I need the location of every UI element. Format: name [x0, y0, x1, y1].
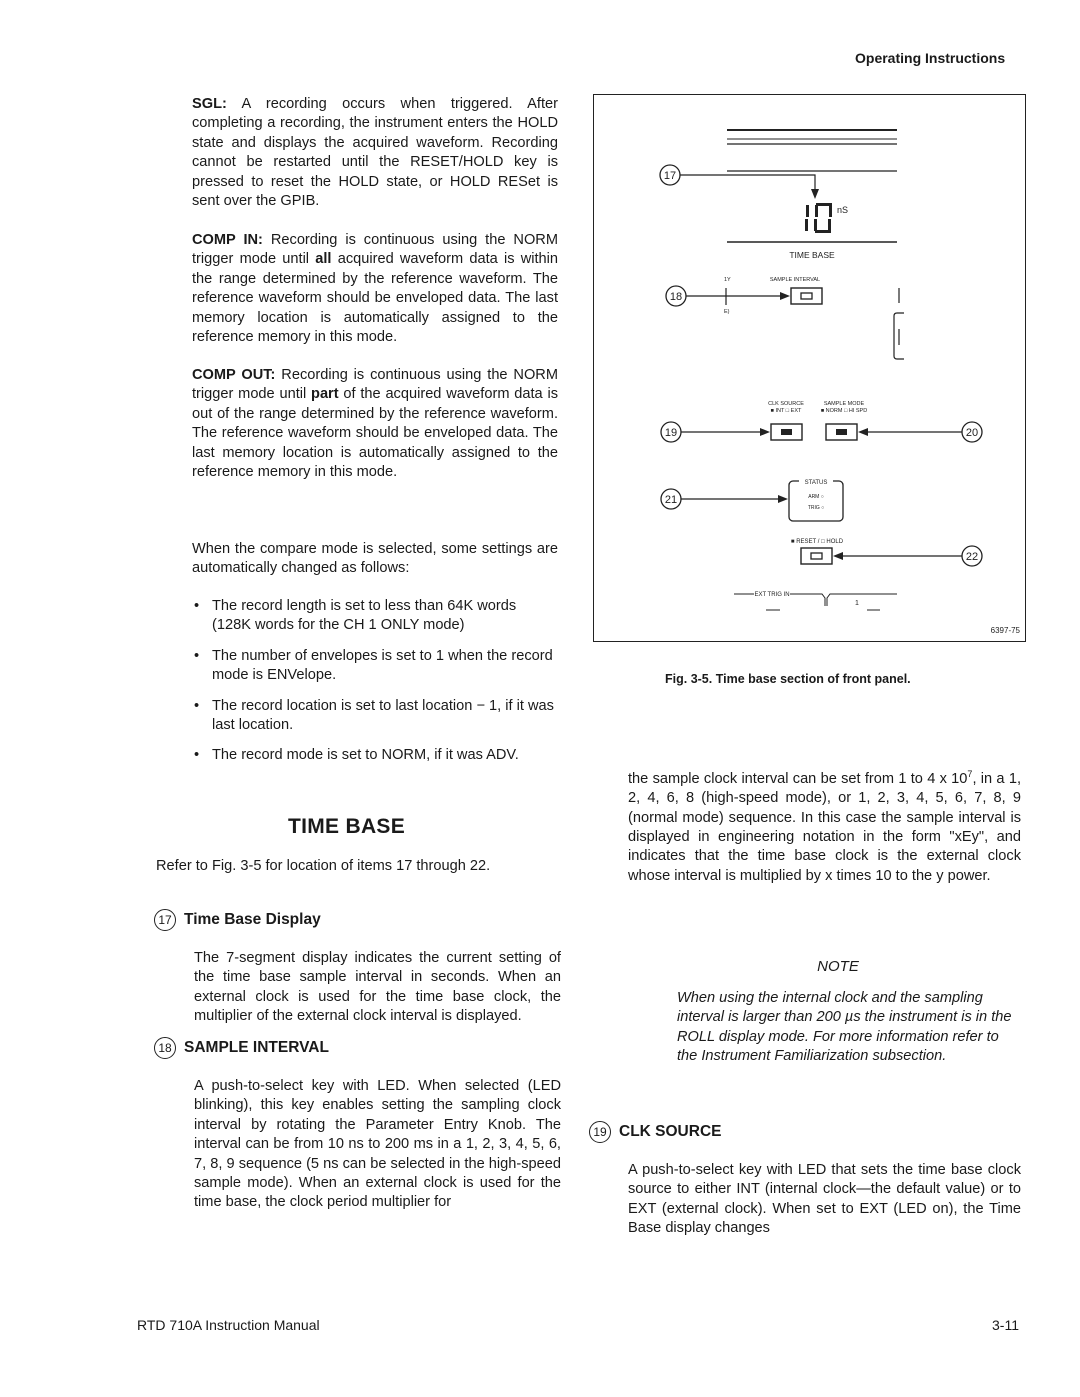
- time-base-label: TIME BASE: [789, 250, 835, 260]
- compare-settings-list: [192, 597, 558, 777]
- status-arm: ARM ○: [808, 494, 824, 500]
- clk-source-label: CLK SOURCE: [768, 401, 804, 407]
- item-17-title: Time Base Display: [184, 911, 321, 928]
- callout-18-icon: 18: [154, 1037, 176, 1059]
- section-title: TIME BASE: [288, 815, 406, 838]
- item-19-text: A push-to-select key with LED that sets the time base clock source to either INT (internal clock—the default value) or to EXT (external clock). When set to EXT (LED on), the Time Base display changes: [628, 1162, 1021, 1237]
- seven-segment-display: [805, 203, 848, 233]
- item-17-text: The 7-segment display indicates the current setting of the time base sample interval in seconds. When an external clock is used for the time base clock, the multiplier of the external clock interval is displayed.: [194, 950, 561, 1025]
- callout-20-label: 20: [965, 427, 979, 439]
- list-item-text: The record mode is set to NORM, if it was ADV.: [212, 747, 519, 764]
- list-item: [192, 746, 558, 765]
- figure-time-base-panel: [593, 94, 1026, 642]
- list-item-text: The record length is set to less than 64K words (128K words for the CH 1 ONLY mode): [212, 598, 517, 634]
- figure-id: 6397-75: [990, 626, 1020, 635]
- panel-diagram: [594, 95, 1027, 643]
- callout-22-label: 22: [965, 551, 979, 563]
- list-item: [192, 697, 558, 736]
- list-item: [192, 647, 558, 686]
- status-label: STATUS: [804, 480, 828, 486]
- callout-18-label: 18: [669, 291, 683, 303]
- callout-22: [833, 546, 982, 566]
- callout-19: [661, 422, 770, 442]
- callout-19-label: 19: [664, 427, 678, 439]
- status-box: [789, 481, 843, 521]
- note-body: When using the internal clock and the sampling interval is larger than 200 µs the instrument is in the ROLL display mode. For more information refer to the Instrument Familiarization subsection.: [677, 990, 1012, 1065]
- callout-17: [660, 165, 819, 199]
- item-17-heading: [154, 909, 321, 931]
- exponent: 7: [967, 769, 973, 779]
- bullet-icon: •: [194, 598, 200, 614]
- footer-manual-title: RTD 710A Instruction Manual: [137, 1317, 320, 1333]
- sgl-term: SGL:: [192, 96, 227, 112]
- item-18-text: A push-to-select key with LED. When selected (LED blinking), this key enables setting the sampling clock interval by rotating the Parameter Entry Knob. The interval can be from 10 ns to 200 ms in a 1, 2, 3, 4, 5, 6, 7, 8, 9 sequence (5 ns can be selected in the high-speed sample mode). When an external clock is used for the time base, the clock period multiplier for: [194, 1078, 561, 1211]
- item-19-title: CLK SOURCE: [619, 1123, 722, 1140]
- comp-in-emph: all: [315, 251, 332, 268]
- reset-hold-label: ■ RESET / □ HOLD: [790, 539, 844, 545]
- list-item-text: The number of envelopes is set to 1 when the record mode is ENVelope.: [212, 647, 553, 684]
- edge-label-bottom: E): [724, 309, 730, 315]
- sample-mode-options: ■ NORM □ HI SPD: [820, 408, 868, 414]
- running-header: Operating Instructions: [855, 50, 1006, 66]
- comp-out-emph: part: [311, 386, 339, 403]
- status-trig: TRIG ○: [807, 505, 825, 511]
- sample-clock-continued: [628, 765, 1021, 886]
- item-18-heading: [154, 1037, 329, 1059]
- note-title: NOTE: [817, 958, 859, 975]
- comp-in-term: COMP IN:: [192, 232, 263, 248]
- bullet-icon: •: [194, 647, 200, 664]
- page-number: 3-11: [992, 1317, 1019, 1333]
- refer-text: Refer to Fig. 3-5 for location of items 17 through 22.: [156, 858, 491, 874]
- callout-20: [858, 422, 982, 442]
- list-item: [192, 597, 558, 636]
- ext-trig-label: EXT TRIG IN: [754, 592, 790, 598]
- callout-18: [666, 286, 790, 306]
- comp-in-text-b: acquired waveform data is within the range determined by the reference waveform. The reference waveform should be enveloped data. The last memory location is automatically assigned to the reference memory in this mode.: [192, 251, 559, 346]
- sample-interval-label: SAMPLE INTERVAL: [769, 277, 821, 283]
- ext-trig-mark: 1: [855, 600, 859, 607]
- continued-text-b: , in a 1, 2, 4, 6, 8 (high-speed mode), or 1, 2, 3, 4, 5, 6, 7, 8, 9 (normal mode) sequence. In this case the sample interval is displayed in engineering notation in the form "xEy", and indicates that the time base clock is the external clock whose interval is multiplied by x times 10 to the y power.: [628, 770, 1021, 884]
- comp-out-text-b: of the acquired waveform data is out of the range determined by the reference waveform. The reference waveform should be enveloped data. The last memory location is automatically assigned to the reference memory in this mode.: [192, 386, 559, 481]
- comp-in-paragraph: [192, 231, 558, 347]
- reset-hold-key: [801, 548, 832, 564]
- edge-label-top: 1Y: [724, 277, 731, 283]
- continued-text-a: the sample clock interval can be set from 1 to 4 x 10: [628, 770, 968, 787]
- callout-19-icon: 19: [589, 1121, 611, 1143]
- callout-17-label: 17: [663, 170, 677, 182]
- display-unit: nS: [837, 205, 849, 215]
- item-18-title: SAMPLE INTERVAL: [184, 1039, 329, 1056]
- compare-intro: When the compare mode is selected, some settings are automatically changed as follows:: [192, 541, 558, 577]
- figure-caption: Fig. 3-5. Time base section of front panel.: [665, 672, 911, 686]
- sample-mode-label: SAMPLE MODE: [823, 401, 865, 407]
- comp-out-text-a: Recording is continuous using the NORM trigger mode until: [192, 367, 558, 403]
- sgl-text: A recording occurs when triggered. After completing a recording, the instrument enters the HOLD state and displays the acquired waveform. Recording cannot be restarted until the RESET/HOLD key is pressed to reset the HOLD state, or HOLD RESet is sent over the GPIB.: [192, 96, 558, 210]
- bullet-icon: •: [194, 697, 200, 714]
- comp-out-term: COMP OUT:: [192, 367, 276, 383]
- callout-21-label: 21: [664, 494, 678, 506]
- list-item-text: The record location is set to last location − 1, if it was last location.: [212, 697, 554, 734]
- comp-in-text-a: Recording is continuous using the NORM trigger mode until: [192, 232, 558, 268]
- callout-21: [661, 489, 788, 509]
- item-19-heading: [589, 1121, 721, 1143]
- sample-interval-key: [791, 288, 822, 304]
- comp-out-paragraph: [192, 366, 558, 482]
- bullet-icon: •: [194, 747, 200, 764]
- clk-source-options: ■ INT □ EXT: [770, 408, 802, 414]
- sgl-paragraph: [192, 95, 558, 211]
- callout-17-icon: 17: [154, 909, 176, 931]
